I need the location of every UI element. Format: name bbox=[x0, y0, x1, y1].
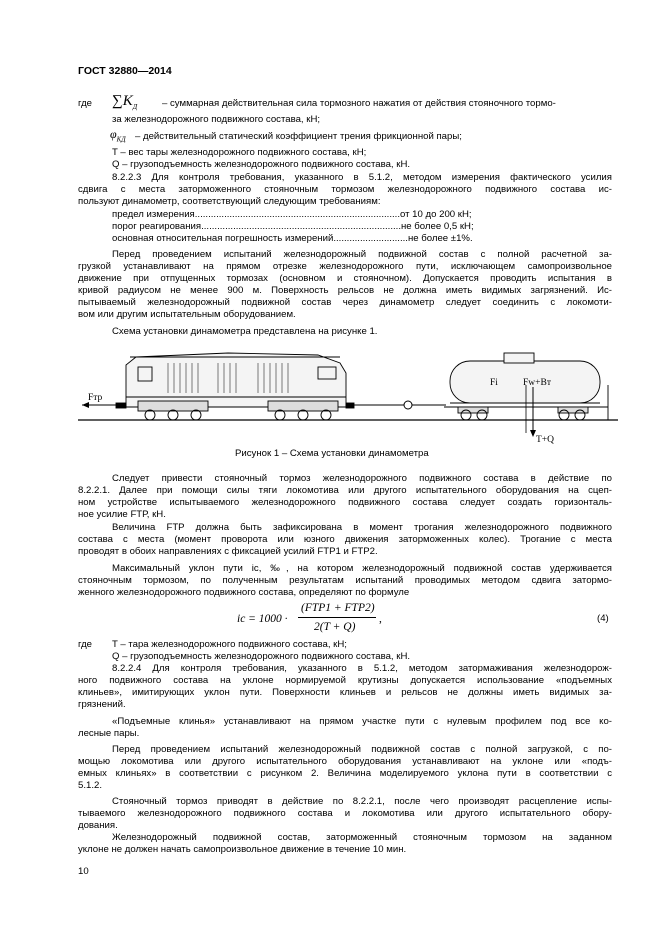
capacity2-definition: Q – грузоподъемность железнодорожного подвижного состава, кН. bbox=[112, 651, 411, 662]
p8224-line2: ного подвижного состава на уклоне нормируемой крутизны допускается использование «подъемных bbox=[78, 675, 612, 686]
sum-description-cont: за железнодорожного подвижного состава, кН; bbox=[112, 114, 321, 125]
p8223-line3: пользуют динамометр, соответствующий следующим требованиям: bbox=[78, 196, 381, 207]
phi-symbol: $\varphi_{КД}$ bbox=[110, 127, 126, 144]
sum-symbol: $\sum K_Д$ bbox=[112, 93, 138, 111]
formula-denominator: 2(T + Q) bbox=[314, 621, 356, 633]
label-fw: Fw+Bт bbox=[523, 378, 551, 388]
p-before-line5: пытываемый железнодорожный подвижной состав через динамометр следует соединить с локомоти- bbox=[78, 297, 612, 308]
tare-definition: T – вес тары железнодорожного подвижного состава, кН; bbox=[112, 147, 367, 158]
p-slope-line1: Максимальный уклон пути iс, ‰, на котором железнодорожный подвижной состав удерживается bbox=[112, 563, 612, 574]
p-wedges-line1: «Подъемные клинья» устанавливают на прямом участке пути с нулевым профилем под все ко- bbox=[112, 716, 612, 727]
p-wedges-line2: лесные пары. bbox=[78, 728, 140, 739]
p-bring-line3: ном устройстве испытываемого железнодорожного подвижного состава следует создать горизонталь- bbox=[78, 497, 612, 508]
p-before-line4: кривой радиусом не менее 900 м. Поверхность рельсов не должна иметь видимых загрязнений. Ис- bbox=[78, 285, 612, 296]
page-number: 10 bbox=[78, 866, 89, 877]
requirement-error: основная относительная погрешность измерений............................не более ±1%. bbox=[112, 233, 473, 244]
requirement-threshold: порог реагирования...........................................................................не более 0,5 кН; bbox=[112, 221, 474, 232]
label-fi: Fi bbox=[490, 378, 498, 388]
p-scheme: Схема установки динамометра представлена на рисунке 1. bbox=[112, 326, 378, 337]
p-loaded-line2: мощью локомотива или другого испытательного оборудования устанавливают на уклоне или «подъ- bbox=[78, 756, 612, 767]
p-slope-line2: стояночным тормозом, по полученным результатам испытаний проводимых методом сдвига затормо- bbox=[78, 575, 612, 586]
label-tq: T+Q bbox=[536, 435, 555, 445]
p-parking-line3: дования. bbox=[78, 820, 118, 831]
p-parking-line1: Стояночный тормоз приводят в действие по 8.2.2.1, после чего производят расцепление испы- bbox=[112, 796, 612, 807]
p-ftr-line2: состава с места (момент проворота или юзного движения заторможенных колес). Трогание с места bbox=[78, 534, 612, 545]
dynamometer-icon bbox=[404, 401, 412, 409]
p-ftr-line3: проводят в обоих направлениях с фиксацией усилий FТР1 и FТР2. bbox=[78, 546, 378, 557]
document-header: ГОСТ 32880—2014 bbox=[78, 65, 172, 77]
p-bring-line4: ное усилие FТР, кН. bbox=[78, 509, 166, 520]
legend-where: где bbox=[78, 98, 93, 109]
sum-description: – суммарная действительная сила тормозного нажатия от действия стояночного тормо- bbox=[162, 98, 556, 109]
p-loaded-line1: Перед проведением испытаний железнодорожный подвижной состав с полной загрузкой, с по- bbox=[112, 744, 612, 755]
p-bring-line1: Следует привести стояночный тормоз железнодорожного подвижного состава в действие по bbox=[112, 473, 612, 484]
capacity-definition: Q – грузоподъемность железнодорожного подвижного состава, кН. bbox=[112, 159, 411, 170]
p-final-line2: уклоне не должен начать самопроизвольное движение в течение 10 мин. bbox=[78, 844, 407, 855]
p-final-line1: Железнодорожный подвижной состав, заторможенный стояночным тормозом на заданном bbox=[112, 832, 612, 843]
tare2-definition: T – тара железнодорожного подвижного состава, кН; bbox=[112, 639, 347, 650]
phi-description: – действительный статический коэффициент трения фрикционной пары; bbox=[135, 131, 462, 142]
formula-fraction-bar bbox=[298, 617, 376, 618]
formula-comma: , bbox=[379, 613, 382, 625]
p8223-line1: 8.2.2.3 Для контроля требования, указанного в 5.1.2, методом измерения фактического усилия bbox=[112, 172, 612, 183]
p-slope-line3: женного железнодорожного подвижного состава, определяют по формуле bbox=[78, 587, 410, 598]
p-loaded-line3: емных клиньях» в соответствии с рисунком 2. Величина моделируемого уклона пути в соответствии с bbox=[78, 768, 612, 779]
label-ftr: Fтр bbox=[88, 393, 103, 403]
p-before-line6: вом или другим испытательным оборудованием. bbox=[78, 309, 296, 320]
p-before-line1: Перед проведением испытаний железнодорожный подвижной состав с полной расчетной за- bbox=[112, 249, 612, 260]
formula-number: (4) bbox=[597, 613, 609, 624]
figure-caption: Рисунок 1 – Схема установки динамометра bbox=[235, 448, 429, 459]
p-before-line2: грузкой устанавливают на прямом отрезке железнодорожного пути, исключающем самопроизвольное bbox=[78, 261, 612, 272]
dynamometer-scheme-figure bbox=[78, 345, 618, 445]
p8224-line3: клиньев», имитирующих уклон пути. Поверхности клиньев и рельсов не должны иметь видимых за- bbox=[78, 687, 612, 698]
p-before-line3: движение при отпущенных тормозах (основном и стояночном). Допускается проводить испытания в bbox=[78, 273, 612, 284]
p-ftr-line1: Величина FТР должна быть зафиксирована в момент трогания железнодорожного подвижного bbox=[112, 522, 612, 533]
p-bring-line2: 8.2.2.1. Далее при помощи силы тяги локомотива или другого испытательного оборудования на сцеп- bbox=[78, 485, 612, 496]
p-parking-line2: тываемого железнодорожного подвижного состава и локомотива или другого испытательного обору- bbox=[78, 808, 612, 819]
p8224-line4: грязнений. bbox=[78, 699, 126, 710]
legend2-where: где bbox=[78, 639, 93, 650]
formula-numerator: (FТР1 + FТР2) bbox=[301, 602, 375, 614]
p8224-line1: 8.2.2.4 Для контроля требования, указанного в 5.1.2, методом затормаживания железнодорож- bbox=[112, 663, 612, 674]
formula-lhs: ic = 1000 · bbox=[237, 613, 288, 625]
p8223-line2: сдвига с места заторможенного стояночным тормозом железнодорожного подвижного состава ис- bbox=[78, 184, 612, 195]
locomotive bbox=[116, 353, 354, 420]
p-loaded-line4: 5.1.2. bbox=[78, 780, 103, 791]
requirement-range: предел измерения.............................................................................от 10 до 200 кН; bbox=[112, 209, 472, 220]
